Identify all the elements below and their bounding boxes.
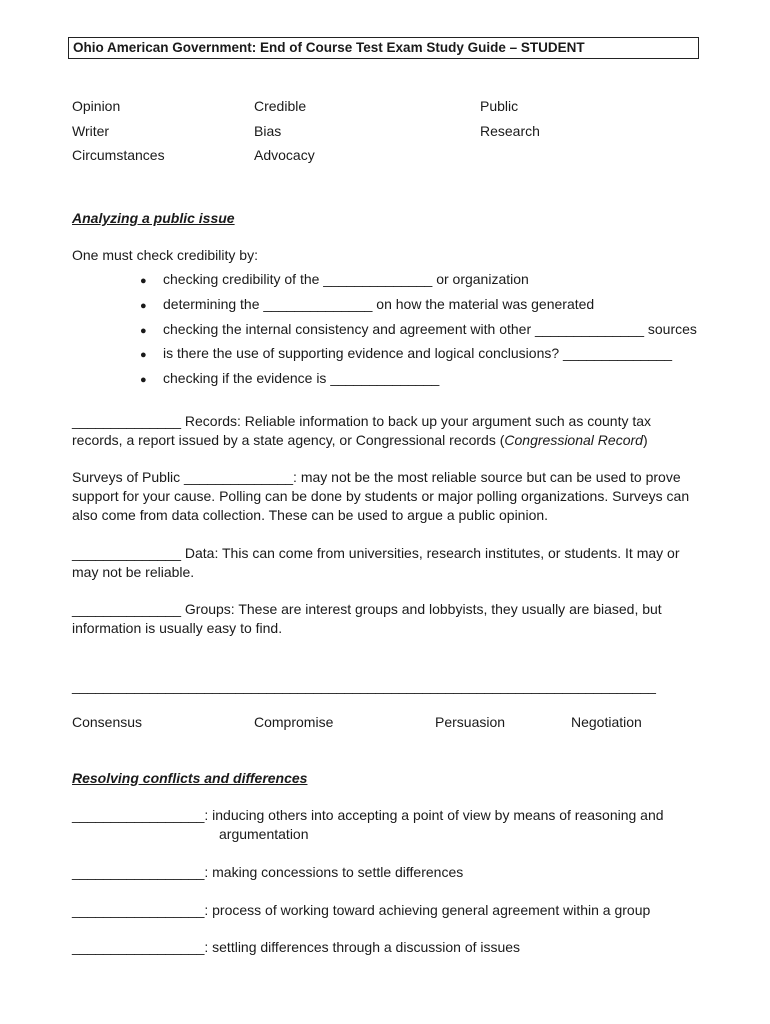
records-paragraph	[72, 412, 697, 450]
paragraph-line: support for your cause. Polling can be done by students or major polling organizations. Surveys can	[72, 488, 690, 504]
paragraph-line: ______________ Data: This can come from universities, research institutes, or students. It may or	[72, 545, 680, 561]
section-heading-resolving: Resolving conflicts and differences	[72, 770, 308, 786]
data-paragraph	[72, 544, 697, 582]
bullet-text: is there the use of supporting evidence and logical conclusions? ______________	[163, 345, 673, 361]
paragraph-text: records, a report issued by a state agency, or Congressional records (	[72, 432, 505, 448]
paragraph-line: ______________ Groups: These are interest groups and lobbyists, they usually are biased, but	[72, 601, 662, 617]
bullet-icon: ●	[140, 349, 147, 361]
paragraph-line	[72, 431, 697, 450]
definition-consensus: _________________: process of working toward achieving general agreement within a group	[72, 902, 651, 918]
section-divider-line: ___________________________________________________________________________	[72, 678, 656, 694]
bullet-icon: ●	[140, 300, 147, 312]
list-item	[140, 344, 672, 364]
word-bank-term: Opinion	[72, 98, 121, 114]
credibility-intro: One must check credibility by:	[72, 247, 258, 263]
page-title: Ohio American Government: End of Course Test Exam Study Guide – STUDENT	[68, 37, 699, 59]
bullet-text: checking if the evidence is ______________	[163, 370, 440, 386]
bullet-icon: ●	[140, 374, 147, 386]
definition-continuation: argumentation	[219, 826, 309, 842]
bullet-text: checking credibility of the ______________ or organization	[163, 271, 529, 287]
word-bank-term: Credible	[254, 98, 307, 114]
word-bank-term: Advocacy	[254, 147, 315, 163]
paragraph-line: may not be reliable.	[72, 564, 195, 580]
groups-paragraph	[72, 600, 697, 638]
word-bank-term: Circumstances	[72, 147, 165, 163]
list-item	[140, 320, 697, 340]
word-bank-term: Public	[480, 98, 519, 114]
italic-title: Congressional Record	[504, 432, 643, 448]
list-item	[140, 270, 529, 290]
word-bank-term: Compromise	[254, 714, 334, 730]
paragraph-line: also come from data collection. These can be used to argue a public opinion.	[72, 507, 549, 523]
paragraph-line: information is usually easy to find.	[72, 620, 283, 636]
word-bank-term: Negotiation	[571, 714, 642, 730]
word-bank-term: Consensus	[72, 714, 143, 730]
paragraph-line: Surveys of Public ______________: may not be the most reliable source but can be used to prove	[72, 469, 681, 485]
list-item	[140, 369, 439, 389]
section-heading-analyzing: Analyzing a public issue	[72, 210, 235, 226]
word-bank-term: Writer	[72, 123, 110, 139]
definition-negotiation: _________________: settling differences through a discussion of issues	[72, 939, 521, 955]
bullet-text: checking the internal consistency and agreement with other ______________ sources	[163, 321, 697, 337]
bullet-icon: ●	[140, 275, 147, 287]
definition-persuasion: _________________: inducing others into accepting a point of view by means of reasoning and	[72, 807, 664, 823]
bullet-icon: ●	[140, 325, 147, 337]
surveys-paragraph	[72, 468, 697, 525]
paragraph-text: )	[642, 432, 648, 448]
paragraph-line: ______________ Records: Reliable information to back up your argument such as county tax	[72, 413, 652, 429]
list-item	[140, 295, 594, 315]
word-bank-term: Persuasion	[435, 714, 506, 730]
definition-compromise: _________________: making concessions to settle differences	[72, 864, 464, 880]
word-bank-term: Research	[480, 123, 540, 139]
word-bank-term: Bias	[254, 123, 282, 139]
bullet-text: determining the ______________ on how the material was generated	[163, 296, 595, 312]
